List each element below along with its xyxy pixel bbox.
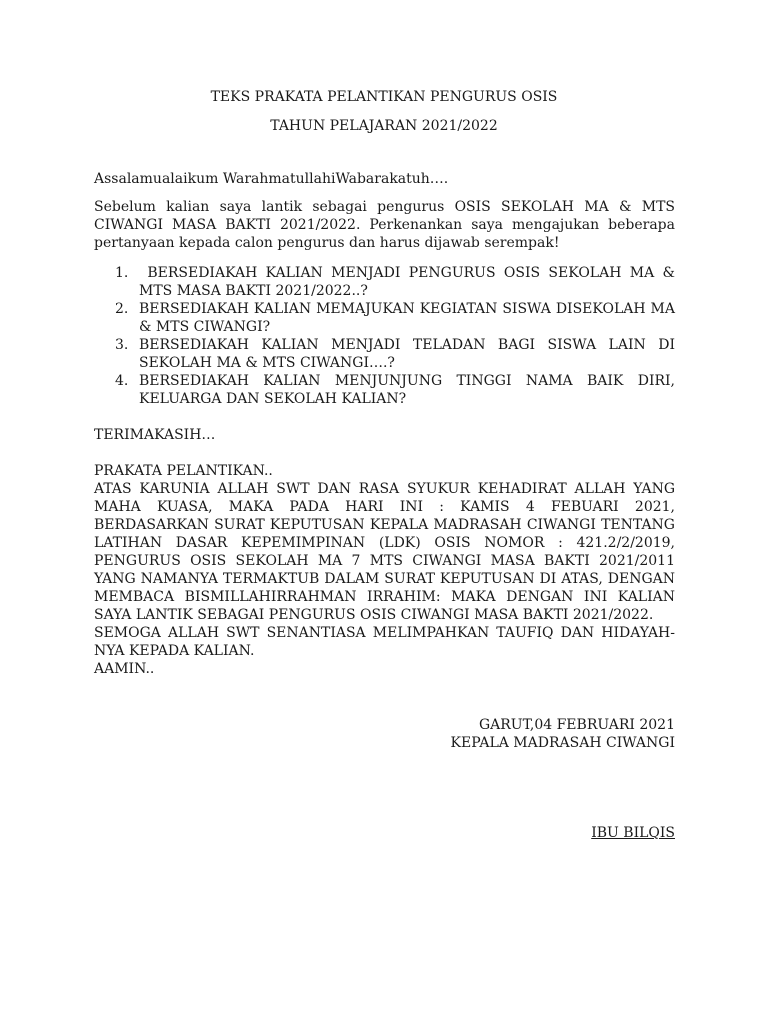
prakata-section: [94, 462, 675, 678]
prakata-prayer: SEMOGA ALLAH SWT SENANTIASA MELIMPAHKAN TAUFIQ DAN HIDAYAH-NYA KEPADA KALIAN.: [94, 625, 675, 659]
list-item: [94, 300, 675, 336]
greeting: Assalamualaikum WarahmatullahiWabarakatuh….: [94, 171, 449, 187]
document-title: TEKS PRAKATA PELANTIKAN PENGURUS OSIS: [210, 89, 558, 105]
prakata-amin: AAMIN..: [94, 661, 155, 677]
question-text: BERSEDIAKAH KALIAN MEMAJUKAN KEGIATAN SISWA DISEKOLAH MA & MTS CIWANGI?: [139, 301, 675, 335]
question-text: BERSEDIAKAH KALIAN MENJADI TELADAN BAGI SISWA LAIN DI SEKOLAH MA & MTS CIWANGI….?: [139, 337, 675, 371]
signature-place-date: GARUT,04 FEBRUARI 2021: [478, 717, 675, 733]
list-number: 1.: [115, 265, 129, 281]
list-item: [94, 264, 680, 300]
document-subtitle: TAHUN PELAJARAN 2021/2022: [270, 118, 498, 134]
list-number: 4.: [115, 373, 129, 389]
intro-paragraph: Sebelum kalian saya lantik sebagai pengurus OSIS SEKOLAH MA & MTS CIWANGI MASA BAKTI 2021/2022. Perkenankan saya mengajukan beberapa pertanyaan kepada calon pengurus dan harus dijawab serempak!: [94, 199, 675, 251]
thanks-text: TERIMAKASIH…: [94, 427, 216, 443]
question-text: BERSEDIAKAH KALIAN MENJUNJUNG TINGGI NAMA BAIK DIRI, KELUARGA DAN SEKOLAH KALIAN?: [139, 373, 675, 407]
list-number: 2.: [115, 301, 129, 317]
list-item: [94, 372, 675, 408]
signature-name: IBU BILQIS: [591, 825, 675, 841]
question-list: [94, 264, 680, 408]
list-item: [94, 336, 675, 372]
prakata-body: ATAS KARUNIA ALLAH SWT DAN RASA SYUKUR KEHADIRAT ALLAH YANG MAHA KUASA, MAKA PADA HARI INI : KAMIS 4 FEBUARI 2021, BERDASARKAN SURAT KEPUTUSAN KEPALA MADRASAH CIWANGI TENTANG LATIHAN DASAR KEPEMIMPINAN (LDK) OSIS NOMOR : 421.2/2/2019, PENGURUS OSIS SEKOLAH MA 7 MTS CIWANGI MASA BAKTI 2021/2011 YANG NAMANYA TERMAKTUB DALAM SURAT KEPUTUSAN DI ATAS, DENGAN MEMBACA BISMILLAHIRRAHMAN IRRAHIM: MAKA DENGAN INI KALIAN SAYA LANTIK SEBAGAI PENGURUS OSIS CIWANGI MASA BAKTI 2021/2022.: [94, 481, 675, 623]
question-text: BERSEDIAKAH KALIAN MENJADI PENGURUS OSIS SEKOLAH MA & MTS MASA BAKTI 2021/2022..?: [139, 265, 680, 299]
list-number: 3.: [115, 337, 129, 353]
prakata-heading: PRAKATA PELANTIKAN..: [94, 463, 273, 479]
signature-position: KEPALA MADRASAH CIWANGI: [450, 735, 675, 751]
